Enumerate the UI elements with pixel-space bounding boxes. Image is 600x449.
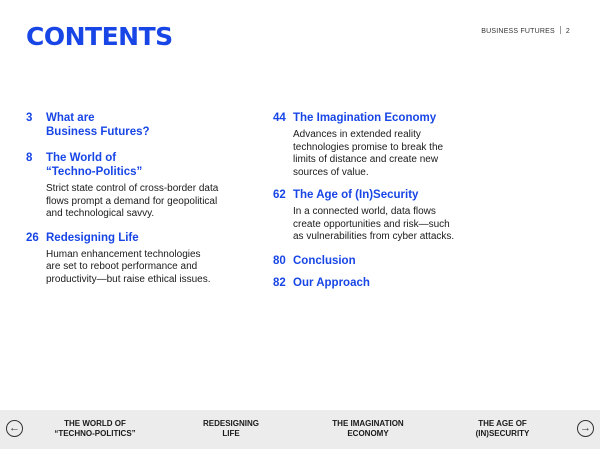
toc-desc-line: In a connected world, data flows xyxy=(293,206,436,217)
toc-title-line: The Imagination Economy xyxy=(293,112,437,124)
toc-page-number: 26 xyxy=(26,231,39,244)
nav-link-line: LIFE xyxy=(222,429,240,438)
toc-desc-line: Strict state control of cross-border data xyxy=(46,183,219,194)
toc-desc-line: productivity—but raise ethical issues. xyxy=(46,273,211,285)
toc-desc-line: as vulnerabilities from cyber attacks. xyxy=(293,231,455,242)
toc-entry-conclusion[interactable] xyxy=(273,254,473,268)
toc-entry-age-of-insecurity[interactable] xyxy=(273,188,473,244)
toc-desc-line: flows prompt a demand for geopolitical xyxy=(46,195,218,207)
toc-entry-title[interactable] xyxy=(293,188,473,202)
toc-desc-line: create opportunities and risk—such xyxy=(293,218,450,230)
page-title: CONTENTS xyxy=(26,22,173,51)
arrow-right-icon[interactable]: → xyxy=(577,420,594,437)
toc-entry-title[interactable] xyxy=(293,254,473,268)
toc-entry-title[interactable] xyxy=(46,151,236,179)
toc-entry-what-are-business-futures[interactable] xyxy=(26,111,236,139)
nav-link-redesigning-life[interactable] xyxy=(186,419,276,439)
toc-page-number: 44 xyxy=(273,112,286,124)
toc-entry-our-approach[interactable] xyxy=(273,276,473,290)
toc-title-line: The Age of (In)Security xyxy=(293,189,419,201)
toc-entry-title[interactable] xyxy=(46,111,236,139)
toc-title-line: Our Approach xyxy=(293,276,370,289)
toc-desc-line: sources of value. xyxy=(293,166,369,178)
toc-desc-line: are set to reboot performance and xyxy=(46,261,198,272)
toc-page-number: 82 xyxy=(273,276,286,289)
toc-desc-line: and technological savvy. xyxy=(46,208,155,219)
toc-entry-imagination-economy[interactable] xyxy=(273,111,473,179)
nav-link-line: (IN)SECURITY xyxy=(475,429,530,438)
nav-link-line: THE WORLD OF xyxy=(64,419,126,428)
toc-title-line: Conclusion xyxy=(293,254,356,267)
nav-link-imagination-economy[interactable] xyxy=(313,419,423,439)
nav-link-line: THE AGE OF xyxy=(478,419,527,428)
running-head xyxy=(481,26,570,35)
nav-link-techno-politics[interactable] xyxy=(45,419,145,439)
toc-right-column xyxy=(273,111,473,290)
toc-title-line: “Techno-Politics” xyxy=(46,166,143,178)
toc-entry-title[interactable] xyxy=(46,231,236,245)
toc-page-number: 80 xyxy=(273,254,286,267)
toc-title-line: What are xyxy=(46,112,95,124)
toc-desc-line: limits of distance and create new xyxy=(293,154,439,165)
arrow-left-icon[interactable]: ← xyxy=(6,420,23,437)
toc-entry-title[interactable] xyxy=(293,111,473,125)
toc-entry-world-of-techno-politics[interactable] xyxy=(26,151,236,221)
toc-left-column xyxy=(26,111,236,286)
toc-entry-description xyxy=(46,183,236,221)
footer-nav xyxy=(0,410,600,449)
nav-link-line: “TECHNO-POLITICS” xyxy=(54,429,136,438)
toc-page-number: 8 xyxy=(26,152,33,164)
page-number: 2 xyxy=(565,28,570,35)
toc-entry-description xyxy=(46,249,236,287)
nav-link-age-of-insecurity[interactable] xyxy=(455,419,550,439)
toc-title-line: Business Futures? xyxy=(46,126,150,138)
toc-entry-description xyxy=(293,129,473,179)
toc-title-line: The World of xyxy=(46,152,117,164)
nav-link-line: REDESIGNING xyxy=(202,419,259,428)
running-head-label: BUSINESS FUTURES xyxy=(481,28,555,35)
toc-title-line: Redesigning Life xyxy=(46,231,139,244)
nav-link-line: THE IMAGINATION xyxy=(332,419,404,428)
nav-link-line: ECONOMY xyxy=(347,429,389,438)
toc-page-number: 62 xyxy=(273,189,286,201)
toc-entry-description xyxy=(293,206,473,244)
toc-desc-line: Human enhancement technologies xyxy=(46,248,201,260)
divider xyxy=(560,26,561,34)
toc-entry-title[interactable] xyxy=(293,276,473,290)
toc-desc-line: Advances in extended reality xyxy=(293,129,421,140)
toc-page-number: 3 xyxy=(26,112,33,124)
toc-desc-line: technologies promise to break the xyxy=(293,141,444,153)
toc-entry-redesigning-life[interactable] xyxy=(26,231,236,287)
